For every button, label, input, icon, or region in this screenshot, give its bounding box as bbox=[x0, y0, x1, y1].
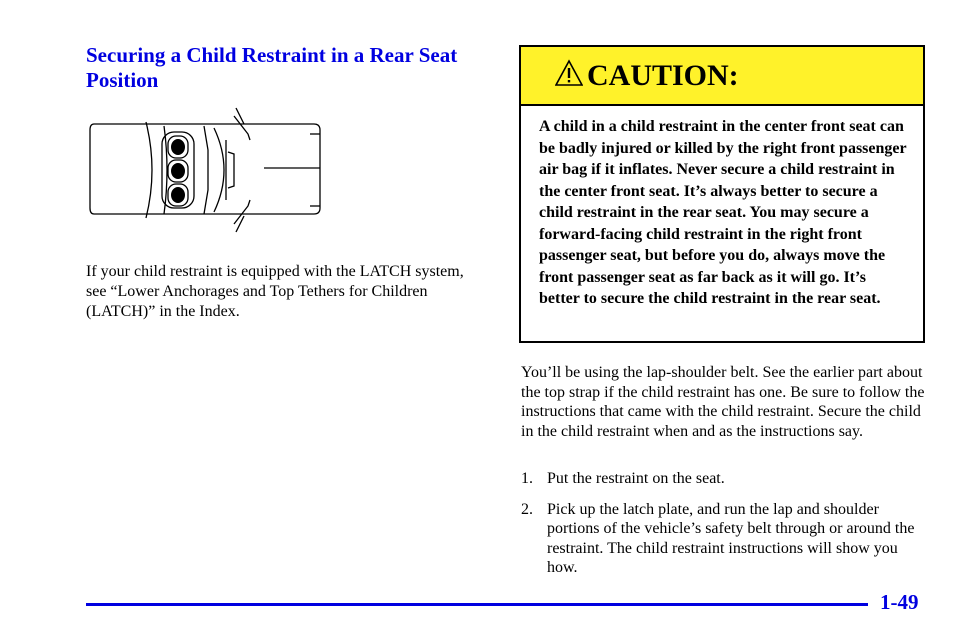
footer-rule bbox=[86, 603, 868, 606]
step-text: Put the restraint on the seat. bbox=[547, 470, 725, 487]
caution-box bbox=[519, 45, 925, 343]
caution-title: CAUTION: bbox=[587, 59, 739, 92]
step-number: 2. bbox=[521, 500, 533, 518]
latch-reference-paragraph: If your child restraint is equipped with the LATCH system, see “Lower Anchorages and Top Tethers for Children (LATCH)” in the Index. bbox=[86, 263, 464, 320]
step-item bbox=[521, 469, 931, 489]
page-number: 1-49 bbox=[880, 590, 919, 614]
warning-triangle-icon bbox=[555, 59, 583, 87]
section-heading: Securing a Child Restraint in a Rear Seat Position bbox=[86, 43, 458, 92]
step-item bbox=[521, 500, 931, 578]
step-number: 1. bbox=[521, 470, 533, 487]
caution-text: A child in a child restraint in the center front seat can be badly injured or killed by the right front passenger air bag if it inflates. Never secure a child restraint in the center front seat. It’s always better to secure a child restraint in the rear seat. You may secure a forward‑facing child restraint in the right front passenger seat, but before you do, always move the front passenger seat as far back as it will go. It’s better to secure the child restraint in the rear seat. bbox=[539, 118, 907, 307]
lap-shoulder-belt-paragraph: You’ll be using the lap‑shoulder belt. See the earlier part about the top strap if the child restraint has one. Be sure to follow the instructions that came with the child restraint. Secure the child in the child restraint when and as the instructions say. bbox=[521, 364, 925, 440]
step-text: Pick up the latch plate, and run the lap and shoulder portions of the vehicle’s safety belt through or around the restraint. The child restraint instructions will show you how. bbox=[547, 500, 915, 576]
caution-header bbox=[521, 47, 923, 106]
vehicle-top-view-illustration bbox=[84, 100, 334, 240]
instruction-steps bbox=[521, 469, 931, 589]
